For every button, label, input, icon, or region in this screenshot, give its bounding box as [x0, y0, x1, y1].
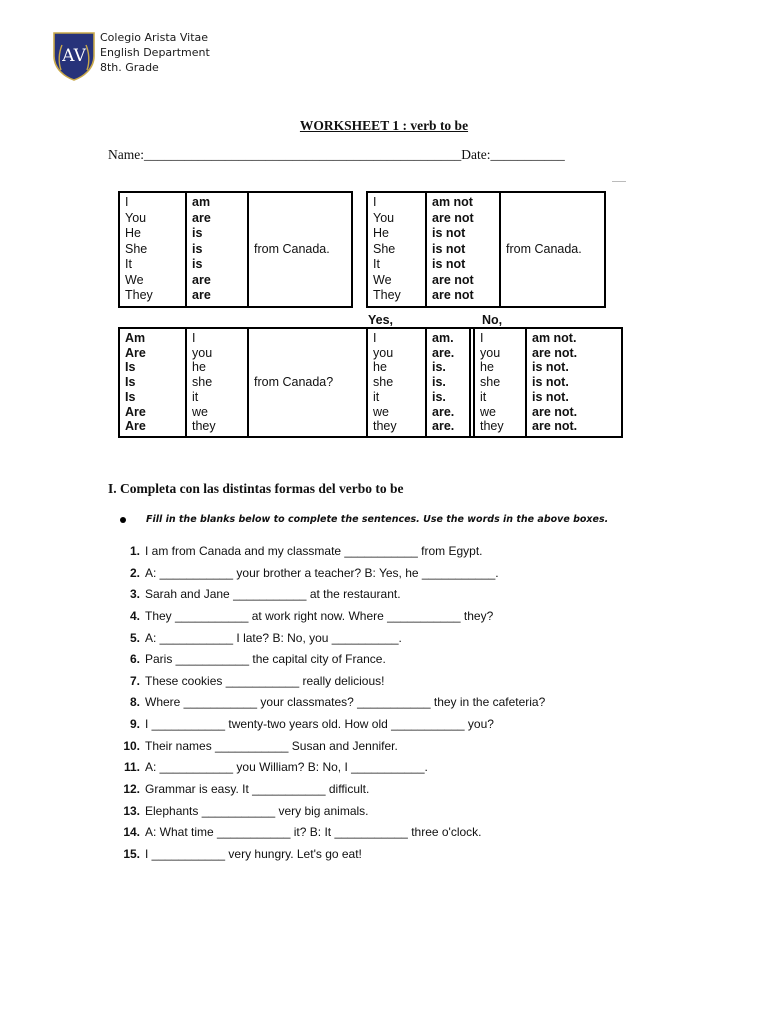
pronoun: They	[125, 288, 153, 302]
pronoun: They	[373, 288, 401, 302]
pronoun: you	[192, 345, 213, 360]
question-complement: from Canada?	[248, 328, 470, 437]
bullet-icon	[120, 517, 126, 523]
pronoun: It	[373, 257, 380, 271]
exercise-number: 14.	[123, 825, 140, 840]
name-date-line: Name:_______________________________________________Date:___________	[108, 147, 565, 162]
instruction-text: Fill in the blanks below to complete the sentences. Use the words in the above boxes.	[146, 514, 609, 525]
verb-form: is	[192, 226, 203, 240]
exercise-item	[118, 565, 545, 587]
pronoun: they	[373, 419, 397, 434]
exercise-item	[118, 759, 545, 781]
verb-form: Is	[125, 389, 136, 404]
school-name: Colegio Arista Vitae	[100, 31, 209, 44]
exercise-sentence: A: What time ___________ it? B: It ___________ three o'clock.	[145, 825, 482, 840]
negative-table	[366, 191, 606, 308]
exercise-sentence: Grammar is easy. It ___________ difficult.	[145, 782, 370, 797]
verb-form: Am	[125, 331, 146, 345]
section-heading: I. Completa con las distintas formas del verbo to be	[108, 481, 404, 496]
exercise-item	[118, 673, 545, 695]
pronoun: He	[373, 226, 389, 240]
exercise-number: 1.	[129, 544, 140, 558]
no-verb-column	[526, 328, 622, 437]
exercise-item	[118, 630, 545, 652]
exercise-item	[118, 694, 545, 716]
verb-form: is not.	[532, 375, 569, 390]
exercise-sentence: I ___________ very hungry. Let's go eat!	[145, 846, 362, 861]
exercise-item	[118, 738, 545, 760]
exercise-number: 4.	[129, 608, 140, 623]
no-label: No,	[482, 313, 503, 327]
grade-label: 8th. Grade	[100, 61, 159, 74]
verb-form: are not	[432, 288, 474, 302]
exercise-sentence: Where ___________ your classmates? ___________ they in the cafeteria?	[145, 695, 546, 710]
exercise-item	[118, 824, 545, 846]
pronoun: she	[373, 375, 394, 390]
pronoun: we	[373, 404, 389, 419]
pronoun: they	[192, 419, 216, 434]
exercise-number: 3.	[129, 587, 140, 602]
no-pronoun-column	[474, 328, 526, 437]
verb-form: are not	[432, 272, 474, 287]
decorative-line	[612, 181, 626, 182]
verb-form: is	[192, 257, 203, 271]
exercise-number: 12.	[123, 782, 140, 797]
negative-complement: from Canada.	[500, 192, 605, 307]
exercise-item	[118, 586, 545, 608]
pronoun: she	[480, 375, 501, 390]
exercise-number: 15.	[123, 846, 140, 861]
exercise-item	[118, 846, 545, 868]
verb-form: is not.	[532, 389, 569, 404]
pronoun: I	[480, 331, 484, 345]
exercise-item	[118, 781, 545, 803]
verb-form: are not.	[532, 345, 578, 360]
exercise-sentence: I ___________ twenty-two years old. How old ___________ you?	[145, 717, 494, 732]
yes-label: Yes,	[368, 313, 394, 327]
school-info	[100, 30, 210, 75]
verb-form: am.	[432, 331, 454, 345]
exercise-number: 5.	[129, 630, 140, 645]
short-answers-table	[366, 327, 623, 438]
verb-form: am not.	[532, 331, 577, 345]
pronoun: they	[480, 419, 504, 434]
exercise-sentence: They ___________ at work right now. Where ___________ they?	[145, 608, 494, 623]
logo-letters: AV	[62, 46, 86, 66]
yes-pronoun-column	[367, 328, 426, 437]
pronoun: You	[373, 210, 395, 225]
school-crest-logo	[52, 30, 96, 82]
pronoun: it	[373, 389, 380, 404]
verb-form: are.	[432, 345, 455, 360]
affirmative-pronoun-column	[119, 192, 186, 307]
exercise-list	[118, 543, 545, 868]
question-verb-column	[119, 328, 186, 437]
pronoun: We	[373, 272, 392, 287]
negative-pronoun-column	[367, 192, 426, 307]
pronoun: he	[192, 360, 206, 375]
verb-form: Are	[125, 404, 146, 419]
verb-form: are not.	[532, 404, 578, 419]
verb-form: is not	[432, 257, 466, 271]
verb-form: Are	[125, 419, 146, 434]
verb-form: Is	[125, 375, 136, 390]
pronoun: It	[125, 257, 132, 271]
exercise-sentence: A: ___________ you William? B: No, I ___________.	[145, 760, 428, 775]
exercise-number: 10.	[123, 738, 140, 753]
verb-form: is.	[432, 375, 446, 390]
pronoun: You	[125, 210, 147, 225]
exercise-number: 8.	[129, 695, 140, 710]
exercise-number: 6.	[129, 652, 140, 667]
pronoun: we	[192, 404, 208, 419]
verb-form: are not	[432, 210, 474, 225]
negative-verb-column	[426, 192, 500, 307]
exercise-item	[118, 716, 545, 738]
question-pronoun-column	[186, 328, 248, 437]
exercise-number: 9.	[129, 717, 140, 732]
verb-form: am not	[432, 195, 473, 209]
pronoun: we	[480, 404, 496, 419]
yes-verb-column	[426, 328, 474, 437]
pronoun: it	[480, 389, 487, 404]
verb-form: are.	[432, 419, 455, 434]
exercise-item	[118, 803, 545, 825]
exercise-sentence: Their names ___________ Susan and Jennifer.	[145, 738, 398, 753]
pronoun: you	[373, 345, 394, 360]
pronoun: I	[373, 331, 377, 345]
exercise-number: 13.	[123, 803, 140, 818]
exercise-sentence: Paris ___________ the capital city of France.	[145, 652, 386, 667]
exercise-sentence: A: ___________ I late? B: No, you __________.	[145, 630, 402, 645]
exercise-sentence: Elephants ___________ very big animals.	[145, 803, 369, 818]
pronoun: We	[125, 272, 144, 287]
pronoun: he	[373, 360, 387, 375]
pronoun: I	[373, 195, 377, 209]
exercise-sentence: Sarah and Jane ___________ at the restaurant.	[145, 587, 401, 602]
pronoun: it	[192, 389, 199, 404]
verb-form: am	[192, 195, 211, 209]
exercise-item	[118, 651, 545, 673]
pronoun: he	[480, 360, 494, 375]
pronoun: she	[192, 375, 213, 390]
exercise-number: 7.	[129, 673, 140, 688]
verb-form: is.	[432, 389, 446, 404]
verb-form: is.	[432, 360, 446, 375]
verb-form: are	[192, 210, 211, 225]
exercise-number: 11.	[123, 760, 140, 775]
pronoun: I	[192, 331, 196, 345]
verb-form: are not.	[532, 419, 578, 434]
exercise-item	[118, 543, 545, 565]
worksheet-title: WORKSHEET 1 : verb to be	[299, 118, 469, 133]
affirmative-table	[118, 191, 353, 308]
affirmative-complement: from Canada.	[248, 192, 352, 307]
exercise-number: 2.	[129, 565, 140, 580]
pronoun: I	[125, 195, 129, 209]
exercise-sentence: These cookies ___________ really delicious!	[145, 673, 385, 688]
verb-form: are	[192, 288, 211, 302]
verb-form: is not.	[532, 360, 569, 375]
pronoun: She	[125, 241, 148, 256]
verb-form: are.	[432, 404, 455, 419]
verb-form: Are	[125, 345, 146, 360]
pronoun: you	[480, 345, 501, 360]
exercise-item	[118, 608, 545, 630]
verb-form: are	[192, 272, 211, 287]
verb-form: Is	[125, 360, 136, 375]
verb-form: is	[192, 241, 203, 256]
verb-form: is not	[432, 241, 466, 256]
exercise-sentence: A: ___________ your brother a teacher? B: Yes, he ___________.	[145, 565, 499, 580]
verb-form: is not	[432, 226, 466, 240]
pronoun: She	[373, 241, 396, 256]
pronoun: He	[125, 226, 141, 240]
exercise-sentence: I am from Canada and my classmate ___________ from Egypt.	[145, 544, 483, 558]
affirmative-verb-column	[186, 192, 248, 307]
department-name: English Department	[100, 46, 210, 59]
